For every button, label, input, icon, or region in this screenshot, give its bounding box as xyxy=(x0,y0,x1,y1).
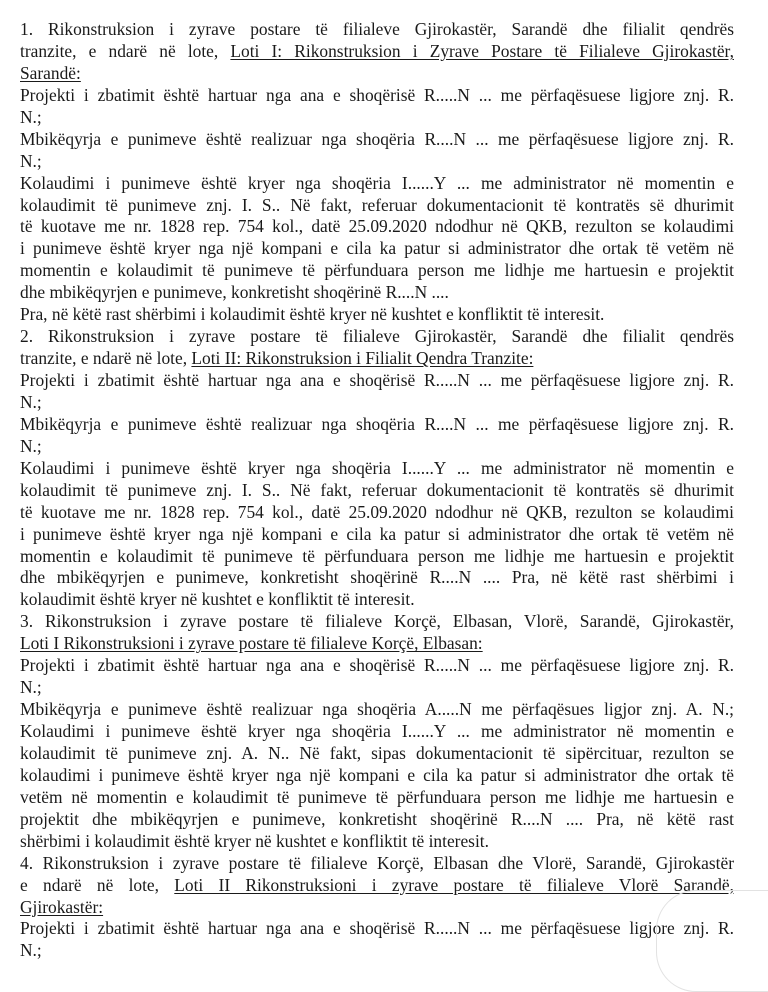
text-segment: 4. Rikonstruksion i zyrave postare të filialeve Korçë, Elbasan dhe Vlorë, Sarandë, Gjirokastër xyxy=(20,852,734,873)
text-line xyxy=(20,655,734,677)
text-segment: Kolaudimi i punimeve është kryer nga shoqëria I......Y ... me administrator në momentin e xyxy=(20,721,734,741)
text-segment: N.; xyxy=(20,150,42,171)
text-segment: projektit dhe mbikëqyrjen e punimeve, konkretisht shoqërinë R....N .... Pra, në këtë rast xyxy=(20,808,734,829)
text-segment: Projekti i zbatimit është hartuar nga ana e shoqërisë R.....N ... me përfaqësuese ligjore znj. R. xyxy=(20,370,734,390)
underlined-lot-title: Loti II Rikonstruksioni i zyrave postare të filialeve Vlorë Sarandë, xyxy=(174,874,734,895)
text-line xyxy=(20,809,734,831)
text-line xyxy=(20,677,734,699)
text-line xyxy=(20,458,734,480)
text-line xyxy=(20,633,734,655)
text-segment: tranzite, e ndarë në lote, xyxy=(20,40,231,61)
text-segment: kolaudimit të punimeve znj. I. S.. Në fakt, referuar dokumentacionit të kontratës së dhurimit xyxy=(20,479,734,500)
text-line xyxy=(20,260,734,282)
text-segment: vetëm në momentin e kolaudimit të punimeve të përfunduara person me lidhje me hartuesin e xyxy=(20,786,734,807)
text-segment: 3. Rikonstruksion i zyrave postare të filialeve Korçë, Elbasan, Vlorë, Sarandë, Gjirokastër, xyxy=(20,611,734,632)
text-segment: të kuotave me nr. 1828 rep. 754 kol., datë 25.09.2020 ndodhur në QKB, rezulton se kolaudimi xyxy=(20,216,734,237)
text-line xyxy=(20,282,734,304)
text-segment: kolaudimit të punimeve znj. A. N.. Në fakt, sipas dokumentacionit të sipërcituar, rezulton se xyxy=(20,742,734,763)
text-segment: N.; xyxy=(20,940,42,961)
text-line xyxy=(20,567,734,589)
text-line xyxy=(20,831,734,853)
underlined-lot-title: Loti II: Rikonstruksion i Filialit Qendra Tranzite: xyxy=(191,348,534,369)
text-segment: i punimeve është kryer nga një kompani e cila ka patur si administrator dhe ortak të vetëm në xyxy=(20,523,734,544)
text-line xyxy=(20,304,734,326)
text-segment: tranzite, e ndarë në lote, xyxy=(20,348,192,369)
text-line xyxy=(20,918,734,940)
text-segment: Kolaudimi i punimeve është kryer nga shoqëria I......Y ... me administrator në momentin e xyxy=(20,172,734,193)
text-segment: dhe mbikëqyrjen e punimeve, konkretisht shoqërinë R....N .... Pra, në këtë rast shërbimi i xyxy=(20,567,734,588)
text-line xyxy=(20,611,734,633)
text-line xyxy=(20,589,734,611)
text-segment: dhe mbikëqyrjen e punimeve, konkretisht shoqërinë R....N .... xyxy=(20,282,449,303)
text-segment: N.; xyxy=(20,391,42,412)
text-line xyxy=(20,63,734,85)
text-segment: kolaudimi i punimeve është kryer nga një kompani e cila ka patur si administrator dhe ortak të xyxy=(20,764,734,785)
text-line xyxy=(20,480,734,502)
text-line xyxy=(20,940,734,962)
text-segment: N.; xyxy=(20,106,42,127)
text-segment: 1. Rikonstruksion i zyrave postare të filialeve Gjirokastër, Sarandë dhe filialit qendrës xyxy=(20,19,734,39)
text-segment: Kolaudimi i punimeve është kryer nga shoqëria I......Y ... me administrator në momentin e xyxy=(20,457,734,478)
underlined-lot-title: Loti I: Rikonstruksion i Zyrave Postare të Filialeve Gjirokastër, xyxy=(230,40,734,61)
text-segment: N.; xyxy=(20,677,42,698)
text-segment: Mbikëqyrja e punimeve është realizuar nga shoqëria R....N ... me përfaqësuese ligjore znj. R. xyxy=(20,413,734,434)
text-line xyxy=(20,41,734,63)
text-segment: Mbikëqyrja e punimeve është realizuar nga shoqëria R....N ... me përfaqësuese ligjore znj. R. xyxy=(20,128,734,149)
text-segment: Projekti i zbatimit është hartuar nga ana e shoqërisë R.....N ... me përfaqësuese ligjore znj. R. xyxy=(20,918,734,939)
underlined-lot-title: Gjirokastër: xyxy=(20,896,104,917)
text-segment: momentin e kolaudimit të punimeve të përfunduara person me lidhje me hartuesin e projektit xyxy=(20,260,734,281)
overlay-corner-decoration xyxy=(656,890,768,992)
text-segment: momentin e kolaudimit të punimeve të përfunduara person me lidhje me hartuesin e projektit xyxy=(20,545,734,566)
text-segment: Projekti i zbatimit është hartuar nga ana e shoqërisë R.....N ... me përfaqësuese ligjore znj. R. xyxy=(20,84,734,105)
text-line xyxy=(20,85,734,107)
text-line xyxy=(20,19,734,41)
text-line xyxy=(20,238,734,260)
text-line xyxy=(20,743,734,765)
text-line xyxy=(20,173,734,195)
text-segment: e ndarë në lote, xyxy=(20,874,175,895)
text-segment: 2. Rikonstruksion i zyrave postare të filialeve Gjirokastër, Sarandë dhe filialit qendrës xyxy=(20,326,734,347)
text-segment: N.; xyxy=(20,435,42,456)
underlined-lot-title: Sarandë: xyxy=(20,62,81,83)
text-line xyxy=(20,151,734,173)
text-line xyxy=(20,107,734,129)
text-line xyxy=(20,897,734,919)
text-segment: kolaudimit është kryer në kushtet e konfliktit të interesit. xyxy=(20,589,415,610)
underlined-lot-title: Loti I Rikonstruksioni i zyrave postare të filialeve Korçë, Elbasan: xyxy=(20,633,483,654)
section-4 xyxy=(20,853,734,963)
text-line xyxy=(20,414,734,436)
text-line xyxy=(20,765,734,787)
text-segment: Mbikëqyrja e punimeve është realizuar nga shoqëria A.....N me përfaqësues ligjor znj. A. N.; xyxy=(20,699,734,720)
text-segment: Projekti i zbatimit është hartuar nga ana e shoqërisë R.....N ... me përfaqësuese ligjore znj. R. xyxy=(20,655,734,676)
text-segment: shërbimi i kolaudimit është kryer në kushtet e konfliktit të interesit. xyxy=(20,830,489,851)
text-line xyxy=(20,392,734,414)
text-segment: kolaudimit të punimeve znj. I. S.. Në fakt, referuar dokumentacionit të kontratës së dhurimit xyxy=(20,194,734,215)
text-segment: të kuotave me nr. 1828 rep. 754 kol., datë 25.09.2020 ndodhur në QKB, rezulton se kolaudimi xyxy=(20,501,734,522)
text-line xyxy=(20,326,734,348)
text-line xyxy=(20,699,734,721)
text-line xyxy=(20,436,734,458)
text-line xyxy=(20,502,734,524)
text-segment: i punimeve është kryer nga një kompani e cila ka patur si administrator dhe ortak të vetëm në xyxy=(20,238,734,259)
text-line xyxy=(20,787,734,809)
text-line xyxy=(20,524,734,546)
text-line xyxy=(20,853,734,875)
text-line xyxy=(20,546,734,568)
document-page xyxy=(20,19,734,962)
text-line xyxy=(20,875,734,897)
section-2 xyxy=(20,326,734,611)
text-line xyxy=(20,129,734,151)
text-line xyxy=(20,195,734,217)
text-segment: Pra, në këtë rast shërbimi i kolaudimit është kryer në kushtet e konfliktit të interesit. xyxy=(20,304,605,325)
section-3 xyxy=(20,611,734,852)
section-1 xyxy=(20,19,734,326)
text-line xyxy=(20,348,734,370)
text-line xyxy=(20,721,734,743)
text-line xyxy=(20,216,734,238)
text-line xyxy=(20,370,734,392)
